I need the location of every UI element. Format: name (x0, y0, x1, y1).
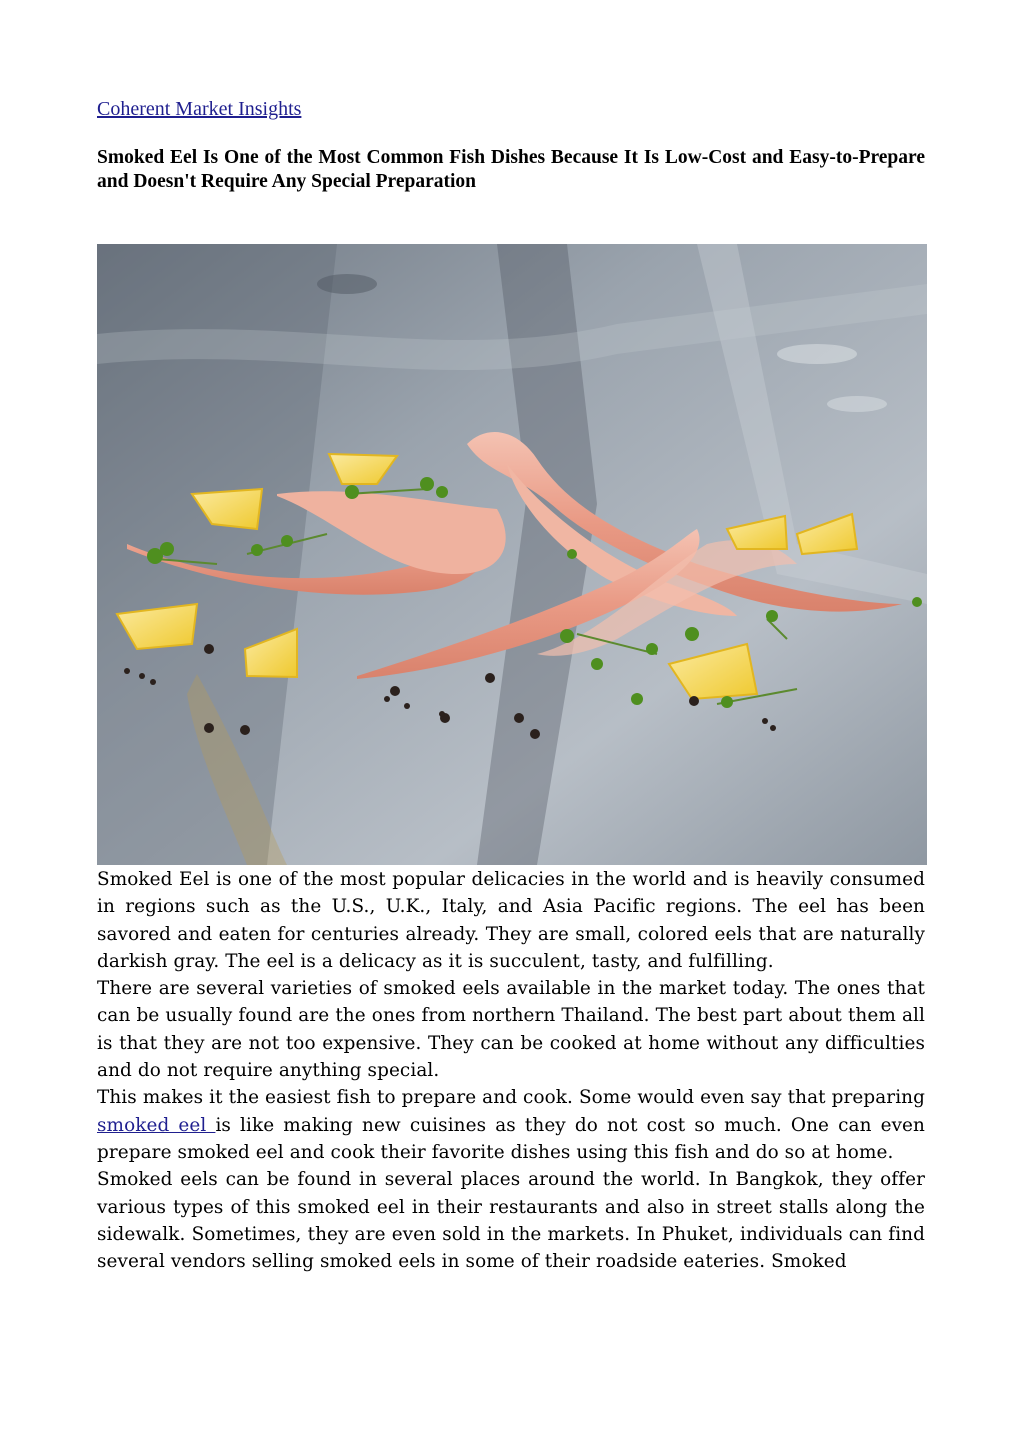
article-title: Smoked Eel Is One of the Most Common Fish Dishes Because It Is Low-Cost and Easy-to-Prepare and Doesn't Require Any Special Preparation (97, 147, 925, 192)
paragraph-text: is like making new cuisines as they do not cost so much. One can even prepare smoked eel and cook their favorite dishes using this fish and do so at home. (97, 1114, 925, 1163)
paragraph (97, 1084, 925, 1166)
paragraph: There are several varieties of smoked eels available in the market today. The ones that can be usually found are the ones from northern Thailand. The best part about them all is that they are not too expensive. They can be cooked at home without any difficulties and do not require anything special. (97, 978, 925, 1082)
article-body (97, 866, 925, 1275)
hero-image (97, 244, 927, 865)
smoked-eel-photo (97, 244, 927, 865)
smoked-eel-link[interactable]: smoked eel (97, 1114, 216, 1136)
paragraph: Smoked Eel is one of the most popular delicacies in the world and is heavily consumed in regions such as the U.S., U.K., Italy, and Asia Pacific regions. The eel has been savored and eaten for centuries already. They are small, colored eels that are naturally darkish gray. The eel is a delicacy as it is succulent, tasty, and fulfilling. (97, 869, 925, 972)
paragraph: Smoked eels can be found in several places around the world. In Bangkok, they offer various types of this smoked eel in their restaurants and also in street stalls along the sidewalk. Sometimes, they are even sold in the markets. In Phuket, individuals can find several vendors selling smoked eels in some of their roadside eateries. Smoked (97, 1169, 925, 1273)
brand-link[interactable]: Coherent Market Insights (97, 98, 302, 120)
paragraph-text: This makes it the easiest fish to prepare and cook. Some would even say that preparing (97, 1087, 925, 1109)
